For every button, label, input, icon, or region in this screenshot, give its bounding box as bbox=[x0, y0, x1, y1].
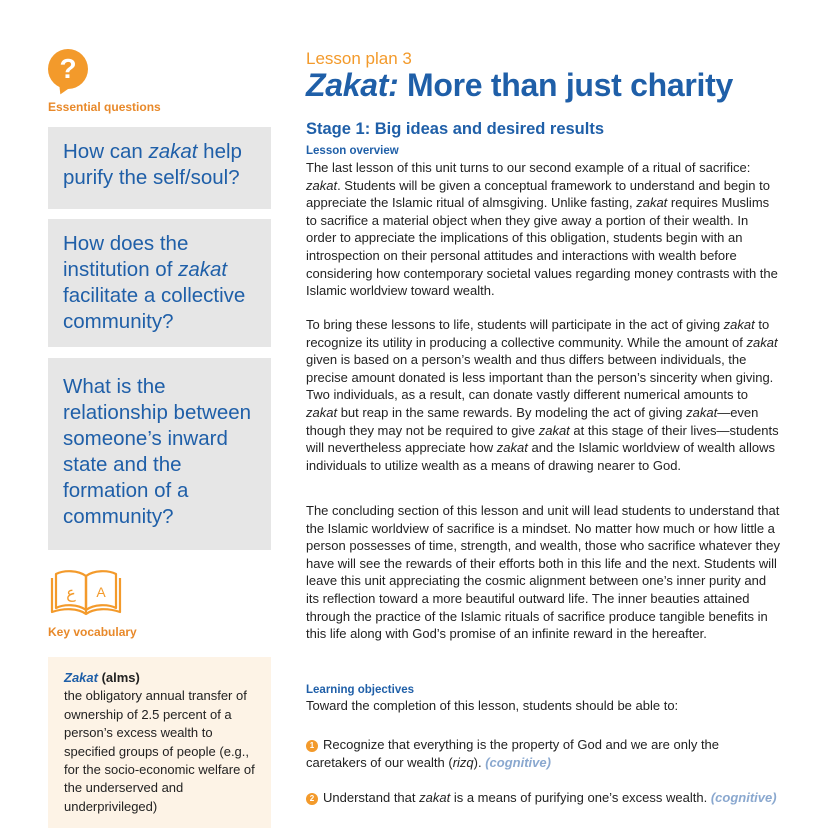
vocabulary-box bbox=[48, 657, 271, 828]
open-book-icon bbox=[50, 566, 122, 616]
objectives-intro: Toward the completion of this lesson, students should be able to: bbox=[306, 698, 679, 713]
overview-paragraph-1: The last lesson of this unit turns to our second example of a ritual of sacrifice: zakat. Students will be given a conceptual framework to understand and begin to appreciate the Islamic ritual of almsgiving. Unlike fasting, zakat requires Muslims to sacrifice a material object when they give away a portion of their wealth. In order to appreciate the implications of this obligation, students begin with an introspection on their personal attitudes and interactions with wealth before considering how contemporary societal values regarding money contrasts with the Islamic worldview toward wealth. bbox=[306, 160, 778, 299]
essential-question-1: How can zakat help purify the self/soul? bbox=[48, 127, 271, 209]
objective-2: 2 Understand that zakat is a means of purifying one’s excess wealth. (cognitive) bbox=[306, 789, 782, 807]
essential-question-3: What is the relationship between someone’s inward state and the formation of a community? bbox=[48, 358, 271, 550]
lesson-plan-label: Lesson plan 3 bbox=[306, 49, 412, 68]
vocab-definition: the obligatory annual transfer of ownership of 2.5 percent of a person’s excess wealth to specified groups of people (e.g., for the socio-economic welfare of the underserved and underprivileged) bbox=[64, 688, 255, 814]
learning-objectives-label: Learning objectives bbox=[306, 684, 415, 696]
number-badge: 1 bbox=[306, 740, 318, 752]
essential-question-2: How does the institution of zakat facilitate a collective community? bbox=[48, 219, 271, 347]
number-badge: 2 bbox=[306, 793, 318, 805]
svg-text:ع: ع bbox=[66, 583, 76, 602]
overview-paragraph-3: The concluding section of this lesson and unit will lead students to understand that the Islamic worldview of sacrifice is a mindset. No matter how much or how little a person possesses of time, strength, and wealth, those who sacrifice whatever they have will see the rewards of their efforts both in this life and the next. Students will leave this unit appreciating the cosmic alignment between one’s inner purity and its reflection toward a more beautiful outward life. The inner beauties attained through the practice of the Islamic rituals of sacrifice produce tangible benefits in this life along with God’s promise of an infinite reward in the hereafter. bbox=[306, 503, 781, 642]
essential-questions-label: Essential questions bbox=[48, 100, 161, 114]
vocab-term: Zakat (alms) bbox=[64, 670, 140, 685]
lesson-overview-label: Lesson overview bbox=[306, 145, 399, 157]
key-vocabulary-label: Key vocabulary bbox=[48, 625, 137, 639]
page-title: Zakat: More than just charity bbox=[306, 67, 733, 103]
question-mark-icon: ? bbox=[48, 49, 88, 89]
svg-text:A: A bbox=[96, 584, 106, 600]
overview-paragraph-2: To bring these lessons to life, students will participate in the act of giving zakat to recognize its utility in producing a collective community. While the amount of zakat given is based on a person’s wealth and thus differs between individuals, the precise amount donated is less important than the person’s sincerity when giving. Two individuals, as a result, can donate vastly different numerical amounts to zakat but reap in the same rewards. By modeling the act of giving zakat—even though they may not be required to give zakat at this stage of their lives—students will nevertheless appreciate how zakat and the Islamic worldview of wealth allows individuals to utilize wealth as a means of drawing nearer to God. bbox=[306, 317, 779, 473]
stage-heading: Stage 1: Big ideas and desired results bbox=[306, 120, 605, 138]
objective-1: 1 Recognize that everything is the property of God and we are only the caretakers of our wealth (rizq). (cognitive) bbox=[306, 737, 720, 770]
